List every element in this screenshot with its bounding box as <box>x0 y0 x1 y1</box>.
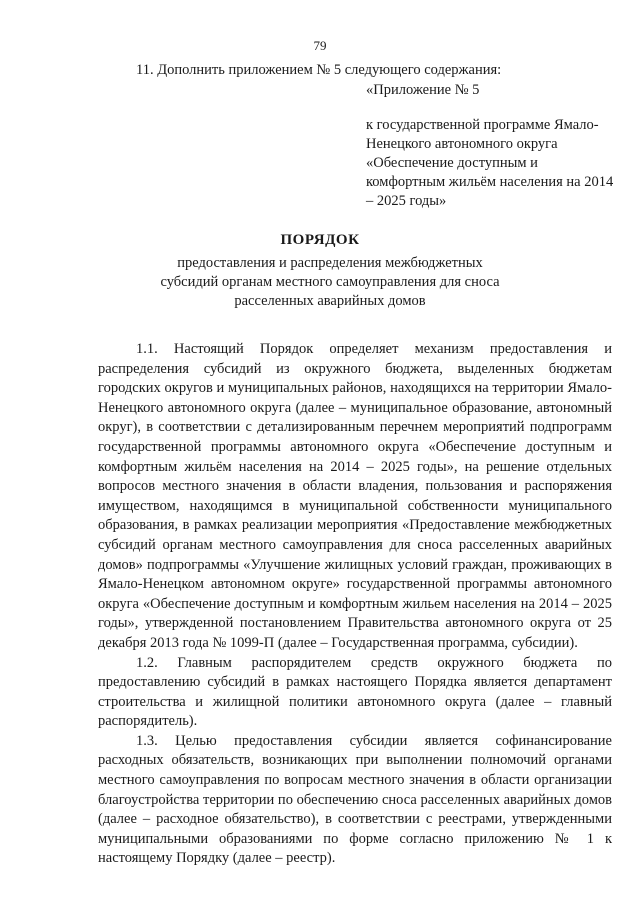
appendix-label: «Приложение № 5 <box>366 82 480 98</box>
appendix-reference: к государственной программе Ямало-Ненецкого автономного округа «Обеспечение доступным и комфортным жильём населения на 2014 – 2025 годы» <box>366 117 614 209</box>
paragraph-1-2: 1.2. Главным распорядителем средств окружного бюджета по предоставлению субсидий в рамках настоящего Порядка является департамент строительства и жилищной политики автономного округа (далее – главный распорядитель). <box>98 654 612 730</box>
page-number: 79 <box>313 38 327 53</box>
document-title: ПОРЯДОК <box>280 232 360 248</box>
document-body <box>98 340 612 869</box>
paragraph-1-3: 1.3. Целью предоставления субсидии является софинансирование расходных обязательств, возникающих при выполнении полномочий органами местного самоуправления по вопросам местного значения в области организации благоустройства территории по обеспечению сноса расселенных аварийных домов (далее – расходное обязательство), в соответствии с реестрами, утвержденными муниципальными образованиями по форме согласно приложению № 1 к настоящему Порядку (далее – реестр). <box>98 732 612 867</box>
document-subtitle: предоставления и распределения межбюджетных субсидий органам местного самоуправления для сноса расселенных аварийных домов <box>160 255 500 309</box>
amendment-intro: 11. Дополнить приложением № 5 следующего содержания: <box>136 62 502 78</box>
paragraph-1-1: 1.1. Настоящий Порядок определяет механизм предоставления и распределения субсидий из окружного бюджета, выделенных бюджетам городских округов и муниципальных районов, находящихся на территории Ямало-Ненецкого автономного округа (далее – муниципальное образование, автономный округ), в соответствии с детализированным перечнем мероприятий подпрограмм государственной программы автономного округа «Обеспечение доступным и комфортным жильём населения на 2014 – 2025 годы», на решение отдельных вопросов местного значения в области владения, пользования и распоряжения имуществом, находящимся в муниципальной собственности муниципального образования, в рамках реализации мероприятия «Предоставление межбюджетных субсидий органам местного самоуправления для сноса расселенных аварийных домов» подпрограммы «Улучшение жилищных условий граждан, проживающих в Ямало-Ненецком автономном округе» государственной программы автономного округа «Обеспечение доступным и комфортным жильем населения на 2014 – 2025 годы», утвержденной постановлением Правительства автономного округа от 25 декабря 2013 года № 1099-П (далее – Государственная программа, субсидии). <box>98 341 612 651</box>
